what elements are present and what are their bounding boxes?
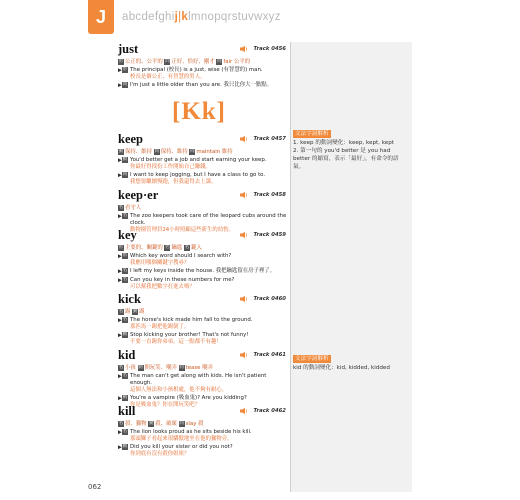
example bbox=[118, 332, 288, 346]
speaker-icon[interactable] bbox=[240, 408, 249, 414]
pos-tag: 同 bbox=[154, 148, 159, 154]
example-english: The zoo keepers took care of the leopard cubs around the clock. bbox=[130, 213, 287, 226]
audio-track[interactable] bbox=[240, 232, 286, 238]
alphabet-current-j[interactable]: j bbox=[174, 11, 179, 23]
example-english: I want to keep jogging, but I have a class to go to. bbox=[130, 172, 266, 178]
pos-tag: 名 bbox=[118, 308, 124, 314]
example-marker-icon: ▶同 bbox=[118, 172, 128, 179]
speaker-icon[interactable] bbox=[240, 46, 249, 52]
example-translation: 你最好得找份工作開始自己賺錢。 bbox=[130, 164, 211, 170]
dictionary-entry bbox=[118, 44, 288, 90]
headword: just bbox=[118, 42, 139, 56]
example-marker-icon: ▶名 bbox=[118, 268, 128, 275]
entry-head bbox=[118, 406, 288, 419]
pos-tag: 動 bbox=[122, 332, 128, 337]
example-english: The lion looks proud as he sits beside his kill. bbox=[130, 429, 252, 435]
grammar-note-kid bbox=[293, 355, 407, 372]
sense-text: 踢 bbox=[139, 309, 145, 315]
example-english: You're a vampire (吸血鬼)? Are you kidding? bbox=[130, 395, 247, 401]
section-letter-kk: [Kk] bbox=[172, 98, 226, 125]
example-english: Which key word should I search with? bbox=[130, 253, 232, 259]
pos-tag: 名 bbox=[118, 420, 124, 426]
track-label: Track 0459 bbox=[253, 232, 286, 238]
dictionary-entry bbox=[118, 134, 288, 186]
example-translation: 我想要繼續慢跑，但我還得去上課。 bbox=[130, 179, 217, 185]
pos-tag: 名 bbox=[122, 317, 128, 322]
example bbox=[118, 157, 288, 171]
audio-track[interactable] bbox=[240, 192, 286, 198]
sense-text: 保持、維持 bbox=[160, 149, 188, 155]
dictionary-entry bbox=[118, 350, 288, 409]
pos-tag: 動 bbox=[122, 395, 128, 400]
sense-text: fair 公平的 bbox=[223, 59, 251, 65]
sense-text: slay 殺 bbox=[185, 421, 204, 427]
note-line: 2. 第一句的 you'd better 是 you had better 的縮寫，表示「最好」，有命令的語氣。 bbox=[293, 148, 399, 171]
example-marker-icon: ▶動 bbox=[118, 444, 128, 451]
example-marker-icon: ▶同 bbox=[118, 82, 128, 89]
sense-text: 踢 bbox=[125, 309, 131, 315]
sense-list bbox=[118, 244, 288, 252]
example bbox=[118, 253, 288, 267]
sense-list bbox=[118, 204, 288, 212]
example-english: The man can't get along with kids. He isn't patient enough. bbox=[130, 373, 267, 386]
example-translation: 這個人無法和小孩相處，他不夠有耐心。 bbox=[130, 387, 228, 393]
headword: key bbox=[118, 228, 137, 242]
pos-tag: 名 bbox=[122, 213, 128, 218]
example bbox=[118, 444, 288, 458]
sense-text: 鑰匙 bbox=[171, 245, 183, 251]
pos-tag: 同 bbox=[122, 172, 128, 177]
pos-tag: 動 bbox=[118, 148, 124, 154]
dictionary-entry bbox=[118, 190, 288, 234]
track-label: Track 0458 bbox=[253, 192, 286, 198]
speaker-icon[interactable] bbox=[240, 352, 249, 358]
sense-text: 殺、獵物 bbox=[125, 421, 147, 427]
entry-head bbox=[118, 294, 288, 307]
entry-head bbox=[118, 44, 288, 57]
track-label: Track 0460 bbox=[253, 296, 286, 302]
example-marker-icon: ▶名 bbox=[118, 317, 128, 324]
speaker-icon[interactable] bbox=[240, 136, 249, 142]
sense-list bbox=[118, 148, 288, 156]
example-english: I'm just a little older than you are. 我只比你大一點點。 bbox=[130, 82, 273, 88]
pos-tag: 同 bbox=[122, 82, 128, 87]
example-english: You'd better get a job and start earning your keep. bbox=[130, 157, 267, 163]
entry-head bbox=[118, 134, 288, 147]
example-translation: 我應用哪個關鍵字搜尋？ bbox=[130, 260, 190, 266]
sense-text: 公正的、公平的 bbox=[125, 59, 163, 65]
audio-track[interactable] bbox=[240, 296, 286, 302]
pos-tag: 動 bbox=[149, 420, 154, 426]
track-label: Track 0461 bbox=[253, 352, 286, 358]
sense-text: 開玩笑、嘲弄 bbox=[144, 365, 177, 371]
example-english: Stop kicking your brother! That's not funny! bbox=[130, 332, 249, 338]
speaker-icon[interactable] bbox=[240, 192, 249, 198]
pos-tag: 名 bbox=[165, 244, 170, 250]
example bbox=[118, 172, 288, 186]
notes-sidebar bbox=[291, 42, 412, 492]
entry-head bbox=[118, 190, 288, 203]
note-title: 文法字詞解析 bbox=[295, 131, 329, 137]
sense-list bbox=[118, 364, 288, 372]
sense-list bbox=[118, 58, 288, 66]
headword: kid bbox=[118, 348, 136, 362]
sense-text: 鍵入 bbox=[190, 245, 202, 251]
track-label: Track 0462 bbox=[253, 408, 286, 414]
sense-text: 看守人 bbox=[125, 205, 142, 211]
alphabet-before: abcdefghi bbox=[122, 11, 175, 23]
dictionary-entry bbox=[118, 406, 288, 458]
pos-tag: 名 bbox=[122, 276, 128, 282]
headword: kick bbox=[118, 292, 141, 306]
pos-tag: 名 bbox=[184, 244, 190, 250]
alphabet-after: lmnopqrstuvwxyz bbox=[188, 11, 281, 23]
speaker-icon[interactable] bbox=[240, 232, 249, 238]
pos-tag: 同 bbox=[179, 364, 184, 370]
pos-tag: 名 bbox=[118, 204, 124, 210]
pos-tag: 名 bbox=[122, 373, 128, 378]
alphabet-current-k[interactable]: k bbox=[181, 11, 189, 23]
alphabet-index bbox=[122, 11, 281, 23]
sense-text: maintain 維持 bbox=[196, 149, 233, 155]
example-translation: 動物園管理員24小時照顧這些新生的幼豹。 bbox=[130, 227, 234, 233]
example bbox=[118, 429, 288, 443]
pos-tag: 動 bbox=[122, 444, 128, 449]
sense-text: 保持、維持 bbox=[125, 149, 152, 155]
sense-text: 殺、破壞 bbox=[155, 421, 177, 427]
example-translation: 你是吸血鬼？你在開玩笑吧？ bbox=[130, 402, 201, 408]
example-english: I left my keys inside the house. 我把鑰匙留在房子裡了。 bbox=[130, 268, 276, 274]
entry-head bbox=[118, 350, 288, 363]
pos-tag: 名 bbox=[122, 268, 128, 273]
sense-text: 正好、恰好、剛才 bbox=[171, 59, 215, 65]
example bbox=[118, 82, 288, 90]
pos-tag: 動 bbox=[122, 157, 128, 162]
example-marker-icon: ▶動 bbox=[118, 157, 128, 164]
headword: keep·er bbox=[118, 188, 159, 202]
pos-tag: 形 bbox=[122, 253, 128, 258]
page-number: 062 bbox=[88, 483, 102, 491]
sense-text: 主要的、關鍵的 bbox=[125, 245, 163, 251]
grammar-note-keep bbox=[293, 130, 407, 172]
example-translation: 可以幫我把數字打進去嗎？ bbox=[130, 283, 195, 290]
track-label: Track 0457 bbox=[253, 136, 286, 142]
pos-tag: 名 bbox=[118, 364, 124, 370]
headword: keep bbox=[118, 132, 143, 146]
example-english: The principal (校長) is a just, wise (有智慧的) man. bbox=[130, 67, 263, 73]
letter-tab[interactable]: J bbox=[88, 0, 114, 34]
example-translation: 不要一直踢你弟弟，這一點都不有趣！ bbox=[130, 339, 222, 345]
example-translation: 你到底有沒有殺你姐姐？ bbox=[130, 451, 190, 457]
example-translation: 校長是個公正、有智慧的男人。 bbox=[130, 74, 206, 80]
headword: kill bbox=[118, 404, 136, 418]
example-marker-icon: ▶形 bbox=[118, 253, 128, 260]
pos-tag: 形 bbox=[122, 67, 128, 72]
audio-track[interactable] bbox=[240, 46, 286, 52]
example-translation: 那匹馬一踢把他踢倒了。 bbox=[130, 324, 190, 330]
example-marker-icon: ▶名 bbox=[118, 276, 128, 283]
note-line: 1. keep 的動詞變化：keep, kept, kept bbox=[293, 140, 394, 147]
example-english: Can you key in these numbers for me? bbox=[130, 276, 235, 283]
entry-head bbox=[118, 230, 288, 243]
audio-track[interactable] bbox=[240, 408, 286, 414]
sense-text: tease 嘲弄 bbox=[185, 365, 213, 371]
pos-tag: 同 bbox=[190, 148, 195, 154]
note-line: kid 的動詞變化：kid, kidded, kidded bbox=[293, 365, 390, 372]
pos-tag: 同 bbox=[217, 58, 222, 64]
example-marker-icon: ▶形 bbox=[118, 67, 128, 74]
example-english: Did you kill your sister or did you not? bbox=[130, 444, 233, 450]
pos-tag: 同 bbox=[165, 58, 170, 64]
example bbox=[118, 268, 288, 276]
pos-tag: 形 bbox=[118, 244, 124, 250]
example bbox=[118, 317, 288, 331]
sense-list bbox=[118, 308, 288, 316]
track-label: Track 0456 bbox=[253, 46, 286, 52]
pos-tag: 動 bbox=[138, 364, 143, 370]
audio-track[interactable] bbox=[240, 352, 286, 358]
example-translation: 那頭獅子看起來很驕傲地坐在他的獵物旁。 bbox=[130, 436, 233, 442]
example-marker-icon: ▶名 bbox=[118, 429, 128, 436]
alphabet-separator: | bbox=[178, 11, 182, 23]
example-marker-icon: ▶動 bbox=[118, 332, 128, 339]
dictionary-entry bbox=[118, 230, 288, 291]
pos-tag: 同 bbox=[179, 420, 184, 426]
sense-list bbox=[118, 420, 288, 428]
example-english: The horse's kick made him fall to the ground. bbox=[130, 317, 253, 323]
example bbox=[118, 373, 288, 394]
pos-tag: 形 bbox=[118, 58, 124, 64]
sense-text: 小孩 bbox=[125, 365, 136, 371]
dictionary-entry bbox=[118, 294, 288, 346]
example-marker-icon: ▶名 bbox=[118, 213, 128, 220]
column-divider bbox=[290, 42, 291, 492]
example-marker-icon: ▶動 bbox=[118, 395, 128, 402]
example-marker-icon: ▶名 bbox=[118, 373, 128, 380]
example bbox=[118, 277, 288, 291]
pos-tag: 動 bbox=[132, 308, 138, 314]
audio-track[interactable] bbox=[240, 136, 286, 142]
pos-tag: 名 bbox=[122, 429, 128, 434]
example bbox=[118, 67, 288, 81]
speaker-icon[interactable] bbox=[240, 296, 249, 302]
note-title: 文法字詞解析 bbox=[295, 356, 329, 362]
